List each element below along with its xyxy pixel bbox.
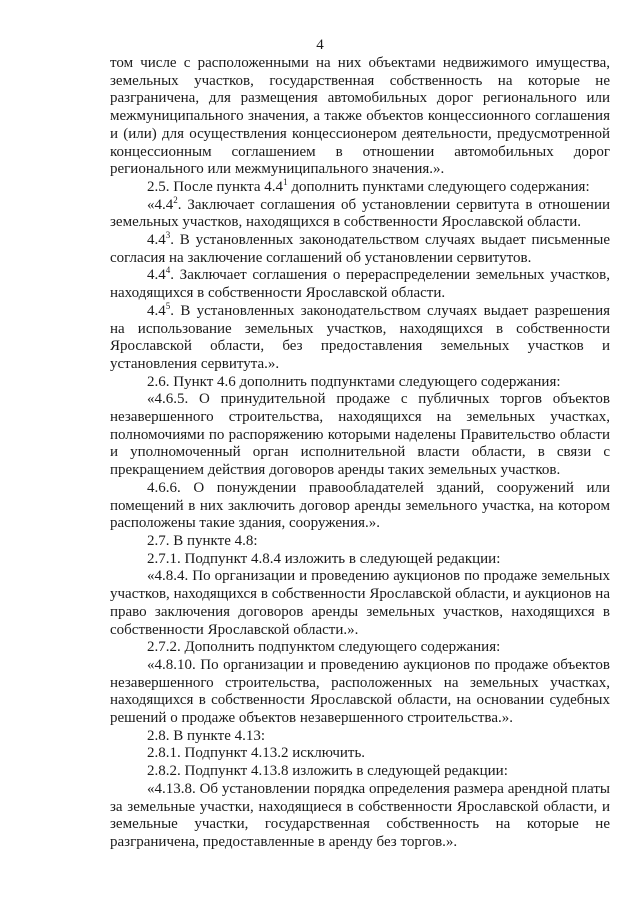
paragraph-p06 <box>110 300 610 374</box>
paragraph-text: том числе с расположенными на них объектами недвижимого имущества, земельных участков, государственная собственность на которые не разграничена, для размещения автомобильных дорог регионального или межмуниципального значения, а также объектов концессионного соглашения и (или) для осуществления концессионером деятельности, предусмотренной концессионным соглашением в отношении автомобильных дорог регионального или межмуниципального значения.». <box>110 55 610 178</box>
paragraph-text: дополнить пунктами следующего содержания: <box>287 178 590 195</box>
superscript-index: 4 <box>165 265 171 276</box>
paragraph-p18 <box>110 781 610 852</box>
paragraph-text: 2.5. После пункта 4.4 <box>147 178 284 195</box>
paragraph-text: 4.4 <box>147 267 166 284</box>
superscript-index: 5 <box>165 300 171 311</box>
paragraph-text: 2.8. В пункте 4.13: <box>147 727 266 744</box>
paragraph-text: «4.8.4. По организации и проведению аукционов по продаже земельных участков, находящихся в собственности Ярославской области, и аукционов на право заключения договоров аренды земельных участков, находящихся в собственности Ярославской области.». <box>110 568 610 638</box>
paragraph-text: . Заключает соглашения об установлении сервитута в отношении земельных участков, находящихся в собственности Ярославской области. <box>110 196 610 231</box>
paragraph-text: . Заключает соглашения о перераспределении земельных участков, находящихся в собственности Ярославской области. <box>110 267 610 302</box>
paragraph-text: 2.7. В пункте 4.8: <box>147 532 258 549</box>
paragraph-p11 <box>110 551 610 569</box>
paragraph-text: 4.4 <box>147 232 166 249</box>
paragraph-p12 <box>110 568 610 639</box>
paragraph-text: «4.13.8. Об установлении порядка определения размера арендной платы за земельные участки, находящиеся в собственности Ярославской области, и земельные участки, государственная собственность на которые не разграничена, предоставленные в аренду без торгов.». <box>110 780 610 850</box>
paragraph-p03 <box>110 194 610 232</box>
paragraph-text: «4.6.5. О принудительной продаже с публичных торгов объектов незавершенного строительства, находящихся на земельных участках, полномочиями по распоряжению которыми наделены Правительство области и уполномоченный орган исполнительной власти области, в связи с прекращением действия договоров аренды таких земельных участков. <box>110 391 610 479</box>
paragraph-p08 <box>110 391 610 480</box>
paragraph-p17 <box>110 763 610 781</box>
paragraph-p14 <box>110 657 610 728</box>
superscript-index: 2 <box>173 194 178 205</box>
paragraph-p04 <box>110 232 610 267</box>
paragraph-p13 <box>110 639 610 657</box>
paragraph-text: 2.8.1. Подпункт 4.13.2 исключить. <box>147 745 366 762</box>
paragraph-p07 <box>110 374 610 392</box>
paragraph-text: 4.4 <box>147 302 166 319</box>
paragraph-p10 <box>110 533 610 551</box>
paragraph-text: 2.7.1. Подпункт 4.8.4 изложить в следующей редакции: <box>147 550 501 567</box>
page-number: 4 <box>316 37 324 53</box>
superscript-index: 3 <box>165 230 171 241</box>
paragraph-text: «4.4 <box>147 196 174 213</box>
document-body <box>110 55 610 852</box>
paragraph-text: 4.6.6. О понуждении правообладателей зданий, сооружений или помещений в них заключить договор аренды земельного участка, на котором расположены такие здания, сооружения.». <box>110 479 610 532</box>
paragraph-text: . В установленных законодательством случаях выдает разрешения на использование земельных участков, находящихся в собственности Ярославской области, без предоставления земельных участков и установления сервитута.». <box>110 302 610 372</box>
paragraph-p01 <box>110 55 610 179</box>
paragraph-text: 2.7.2. Дополнить подпунктом следующего содержания: <box>147 639 501 656</box>
paragraph-p05 <box>110 267 610 302</box>
paragraph-text: 2.8.2. Подпункт 4.13.8 изложить в следующей редакции: <box>147 763 508 780</box>
paragraph-text: 2.6. Пункт 4.6 дополнить подпунктами следующего содержания: <box>147 373 561 390</box>
paragraph-p16 <box>110 745 610 763</box>
paragraph-p09 <box>110 480 610 533</box>
paragraph-p15 <box>110 728 610 746</box>
paragraph-text: . В установленных законодательством случаях выдает письменные согласия на заключение соглашений об установлении сервитутов. <box>110 232 610 266</box>
superscript-index: 1 <box>283 176 288 187</box>
paragraph-text: «4.8.10. По организации и проведению аукционов по продаже объектов незавершенного строительства, расположенных на земельных участках, находящихся в собственности Ярославской области, на основании судебных решений о продаже объектов незавершенного строительства.». <box>110 656 610 727</box>
paragraph-p02 <box>110 176 610 197</box>
